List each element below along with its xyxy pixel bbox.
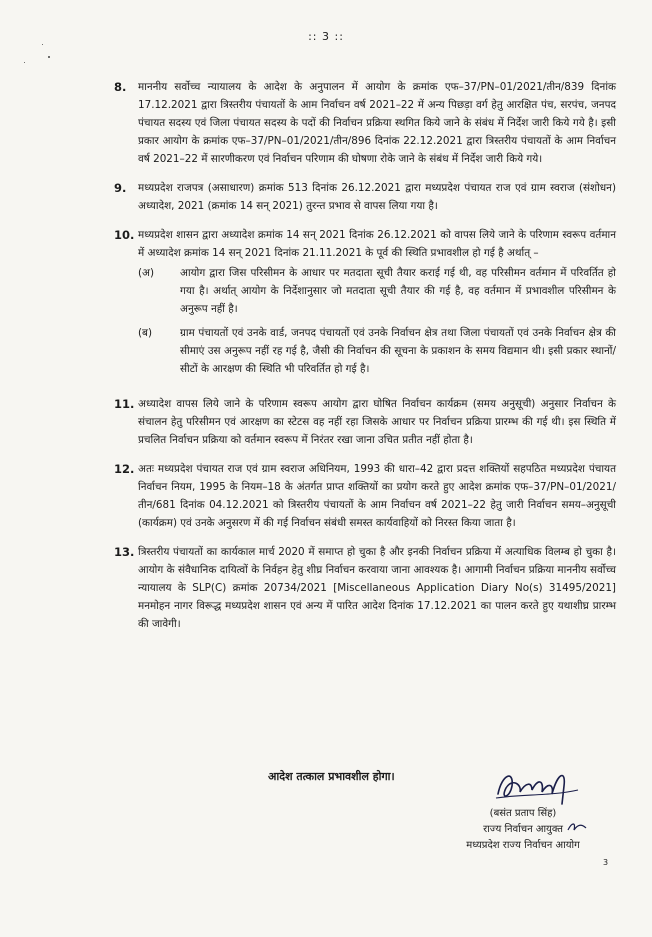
paragraph-number: 8.	[114, 80, 127, 94]
page-number-top: :: 3 ::	[308, 30, 344, 43]
order-statement: आदेश तत्काल प्रभावशील होगा।	[268, 770, 395, 783]
sub-clause-text: ग्राम पंचायतों एवं उनके वार्ड, जनपद पंचायतों एवं उनके निर्वाचन क्षेत्र तथा जिला पंचायतों एवं उनके निर्वाचन क्षेत्र की सीमाएं उस अनुरूप नहीं रह गई है, जैसी की निर्वाचन की सूचना के प्रकाशन के समय विद्यमान थी। इसी प्रकार स्थानों/सीटों के आरक्षण की स्थिति भी परिवर्तित हो गई है।	[180, 327, 616, 375]
sub-clause-a	[138, 264, 616, 318]
paragraph-text: मध्यप्रदेश राजपत्र (असाधारण) क्रमांक 513 दिनांक 26.12.2021 द्वारा मध्यप्रदेश पंचायत राज एवं ग्राम स्वराज (संशोधन) अध्यादेश, 2021 (क्रमांक 14 सन् 2021) तुरन्त प्रभाव से वापस लिया गया है।	[138, 182, 616, 212]
paragraph-text: त्रिस्तरीय पंचायतों का कार्यकाल मार्च 2020 में समाप्त हो चुका है और इनकी निर्वाचन प्रक्रिया में अत्याधिक विलम्ब हो चुका है। आयोग के संवैधानिक दायित्वों के निर्वहन हेतु शीघ्र निर्वाचन करवाया जाना आवश्यक है। आगामी निर्वाचन प्रक्रिया माननीय सर्वोच्च न्यायालय के SLP(C) क्रमांक 20734/2021 [Miscellaneous Application Diary No(s) 31495/2021] मनमोहन नागर विरूद्ध मध्यप्रदेश शासन एवं अन्य में पारित आदेश दिनांक 17.12.2021 का पालन करते हुए यथाशीघ्र प्रारम्भ की जावेगी।	[138, 546, 616, 630]
paragraph-number: 11.	[114, 397, 135, 411]
sub-clause-text: आयोग द्वारा जिस परिसीमन के आधार पर मतदाता सूची तैयार कराई गई थी, वह परिसीमन वर्तमान में परिवर्तित हो गया है। अर्थात् आयोग के निर्देशानुसार जो मतदाता सूची तैयार की गई है, वह वर्तमान में प्रभावशील परिसीमन के अनुरूप नहीं है।	[180, 267, 616, 315]
sub-clause-label: (ब)	[138, 327, 153, 339]
page-number-bottom: 3	[603, 858, 609, 867]
paragraph-8	[114, 78, 616, 168]
signatory-designation: राज्य निर्वाचन आयुक्त	[483, 824, 563, 835]
paragraph-number: 10.	[114, 228, 135, 242]
document-body	[114, 78, 616, 644]
paragraph-text: माननीय सर्वोच्च न्यायालय के आदेश के अनुपालन में आयोग के क्रमांक एफ–37/PN–01/2021/तीन/839 दिनांक 17.12.2021 द्वारा त्रिस्तरीय पंचायतों के आम निर्वाचन वर्ष 2021–22 में अन्य पिछड़ा वर्ग हेतु आरक्षित पंच, सरपंच, जनपद पंचायत सदस्य एवं जिला पंचायत सदस्य के पदों की निर्वाचन प्रक्रिया स्थगित किये जाने के संबंध में निर्देश जारी किये गये है। इसी प्रकार आयोग के क्रमांक एफ–37/PN–01/2021/तीन/896 दिनांक 22.12.2021 द्वारा त्रिस्तरीय पंचायतों के आम निर्वाचन वर्ष 2021–22 में सारणीकरण एवं निर्वाचन परिणाम की घोषणा रोके जाने के संबंध में निर्देश जारी किये गये।	[138, 81, 616, 165]
scan-speck	[24, 62, 25, 63]
paragraph-10	[114, 226, 616, 384]
signatory-office: मध्यप्रदेश राज्य निर्वाचन आयोग	[466, 840, 580, 851]
scan-speck	[48, 56, 50, 58]
sub-clause-label: (अ)	[138, 267, 155, 279]
paragraph-number: 13.	[114, 545, 135, 559]
paragraph-text: अतः मध्यप्रदेश पंचायत राज एवं ग्राम स्वराज अधिनियम, 1993 की धारा–42 द्वारा प्रदत्त शक्तियों सहपठित मध्यप्रदेश पंचायत निर्वाचन नियम, 1995 के नियम–18 के अंतर्गत प्राप्त शक्तियों का प्रयोग करते हुए आदेश क्रमांक एफ–37/PN–01/2021/तीन/681 दिनांक 04.12.2021 को त्रिस्तरीय पंचायतों के आम निर्वाचन वर्ष 2021–22 हेतु जारी निर्वाचन समय–अनुसूची (कार्यक्रम) एवं उनके अनुसरण में की गई निर्वाचन संबंधी समस्त कार्यवाहियों को निरस्त किया जाता है।	[138, 463, 616, 529]
paragraph-number: 12.	[114, 462, 135, 476]
paragraph-13	[114, 543, 616, 633]
sub-clause-b	[138, 324, 616, 378]
paragraph-11	[114, 395, 616, 449]
paragraph-text: अध्यादेश वापस लिये जाने के परिणाम स्वरूप आयोग द्वारा घोषित निर्वाचन कार्यक्रम (समय अनुसूची) अनुसार निर्वाचन के संचालन हेतु परिसीमन एवं आरक्षण का स्टेटस वह नहीं रहा जिसके आधार पर निर्वाचन प्रक्रिया प्रारम्भ की गई थी। इस स्थिति में प्रचलित निर्वाचन प्रक्रिया को वर्तमान स्वरूप में निरंतर रखा जाना उचित प्रतीत नहीं होता है।	[138, 398, 616, 446]
paragraph-number: 9.	[114, 181, 127, 195]
paragraph-text: मध्यप्रदेश शासन द्वारा अध्यादेश क्रमांक 14 सन् 2021 दिनांक 26.12.2021 को वापस लिये जाने के परिणाम स्वरूप वर्तमान में अध्यादेश क्रमांक 14 सन् 2021 दिनांक 21.11.2021 के पूर्व की स्थिति प्रभावशील हो गई है अर्थात् –	[138, 229, 616, 259]
initials-mark	[566, 820, 588, 834]
paragraph-12	[114, 460, 616, 532]
paragraph-9	[114, 179, 616, 215]
signatory-name: (बसंत प्रताप सिंह)	[489, 808, 557, 819]
scan-speck	[42, 44, 43, 45]
paragraph-body	[138, 226, 616, 384]
handwritten-signature	[492, 764, 582, 808]
